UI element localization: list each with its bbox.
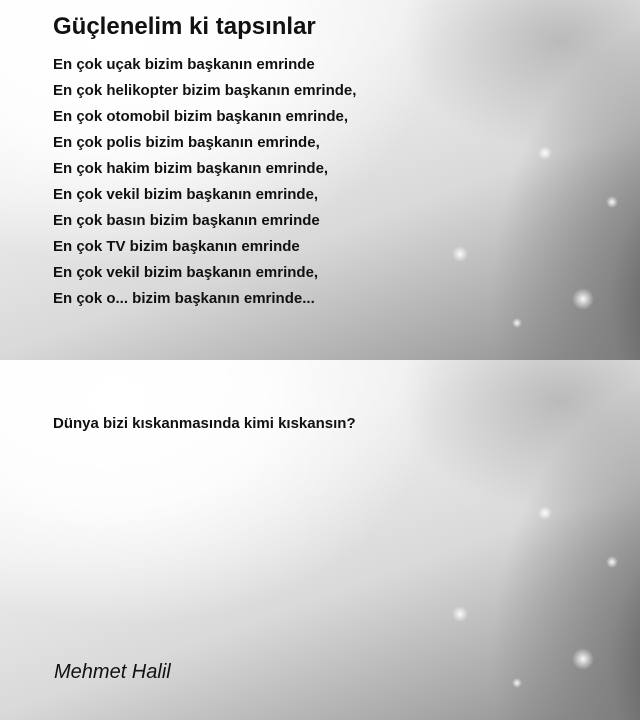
- poem-line: En çok TV bizim başkanın emrinde: [53, 238, 300, 255]
- bokeh-light: [606, 556, 618, 568]
- poem-line: En çok vekil bizim başkanın emrinde,: [53, 264, 319, 281]
- bokeh-light: [538, 146, 552, 160]
- poem-author: Mehmet Halil: [54, 661, 171, 683]
- bokeh-light: [572, 648, 594, 670]
- bokeh-light: [512, 678, 522, 688]
- poem-line: En çok otomobil bizim başkanın emrinde,: [53, 108, 349, 125]
- poem-panel-bottom: [0, 360, 640, 720]
- poem-line: En çok basın bizim başkanın emrinde: [53, 212, 320, 229]
- poem-line: En çok hakim bizim başkanın emrinde,: [53, 160, 329, 177]
- bokeh-light: [572, 288, 594, 310]
- bokeh-light: [538, 506, 552, 520]
- poem-line: En çok vekil bizim başkanın emrinde,: [53, 186, 319, 203]
- poem-stanza: [53, 52, 356, 312]
- bokeh-light: [452, 606, 468, 622]
- poem-closing-line: Dünya bizi kıskanmasında kimi kıskansın?: [53, 415, 356, 432]
- poem-line: En çok o... bizim başkanın emrinde...: [53, 290, 315, 307]
- bokeh-light: [606, 196, 618, 208]
- bokeh-light: [452, 246, 468, 262]
- poem-line: En çok uçak bizim başkanın emrinde: [53, 56, 315, 73]
- poem-title: Güçlenelim ki tapsınlar: [53, 13, 316, 40]
- poem-line: En çok helikopter bizim başkanın emrinde,: [53, 82, 357, 99]
- poem-line: En çok polis bizim başkanın emrinde,: [53, 134, 320, 151]
- bokeh-light: [512, 318, 522, 328]
